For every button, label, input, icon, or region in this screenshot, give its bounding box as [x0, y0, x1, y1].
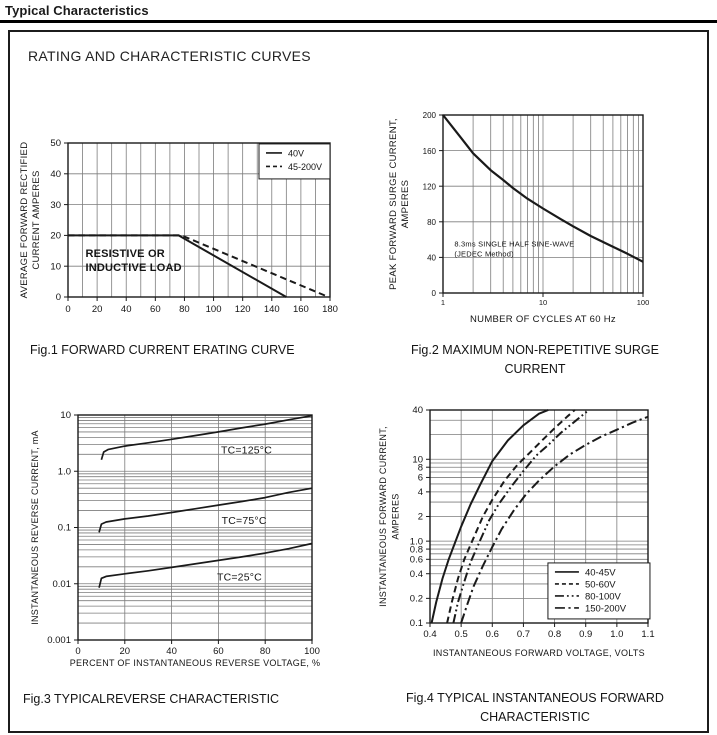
svg-text:1.0: 1.0 [409, 536, 423, 548]
svg-text:1.0: 1.0 [610, 629, 624, 640]
svg-text:20: 20 [50, 230, 61, 242]
svg-text:10: 10 [412, 454, 423, 466]
fig3-caption: Fig.3 TYPICALREVERSE CHARACTERISTIC [23, 692, 280, 706]
svg-text:0.4: 0.4 [409, 568, 423, 580]
svg-text:60: 60 [150, 304, 161, 315]
svg-text:0.5: 0.5 [454, 629, 468, 640]
svg-text:AMPERES: AMPERES [400, 179, 411, 229]
fig1-caption: Fig.1 FORWARD CURRENT ERATING CURVE [30, 343, 295, 357]
x-axis [65, 297, 338, 315]
svg-text:40: 40 [412, 405, 423, 417]
legend [548, 563, 650, 619]
svg-text:0.7: 0.7 [516, 629, 531, 640]
svg-text:150-200V: 150-200V [584, 603, 627, 615]
svg-text:4: 4 [417, 487, 423, 499]
svg-text:INSTANTANEOUS FORWARD CURRENT,: INSTANTANEOUS FORWARD CURRENT, [378, 426, 388, 607]
svg-text:0.8: 0.8 [547, 629, 562, 640]
svg-text:50: 50 [50, 138, 61, 150]
svg-text:80-100V: 80-100V [584, 591, 621, 603]
annotation: 8.3ms SINGLE HALF SINE-WAVE [454, 239, 575, 249]
svg-text:0.001: 0.001 [47, 635, 71, 647]
svg-text:PEAK FORWARD SURGE CURRENT,: PEAK FORWARD SURGE CURRENT, [388, 118, 399, 290]
x-axis [423, 623, 654, 640]
svg-text:100: 100 [636, 298, 650, 307]
y-axis [47, 410, 78, 646]
svg-text:120: 120 [234, 304, 251, 315]
svg-text:1.0: 1.0 [57, 466, 71, 478]
y-axis [410, 405, 430, 629]
fig3-reverse-characteristic-chart [16, 398, 366, 683]
fig4-caption: Fig.4 TYPICAL INSTANTANEOUS FORWARD CHARACTERISTIC [406, 691, 664, 724]
svg-text:0.1: 0.1 [409, 618, 423, 630]
svg-text:0: 0 [65, 304, 71, 315]
y-axis-label [388, 118, 411, 290]
svg-text:40: 40 [120, 304, 132, 315]
svg-text:1.1: 1.1 [641, 629, 655, 640]
x-axis [75, 640, 320, 657]
annotation: (JEDEC Method) [454, 249, 514, 259]
fig4-forward-characteristic-chart [372, 393, 684, 685]
svg-text:CURRENT AMPERES: CURRENT AMPERES [31, 170, 42, 270]
svg-text:50-60V: 50-60V [584, 579, 616, 591]
section-title: RATING AND CHARACTERISTIC CURVES [28, 48, 311, 64]
x-axis [441, 293, 649, 307]
svg-text:40-45V: 40-45V [584, 567, 616, 579]
svg-text:0.6: 0.6 [485, 629, 499, 640]
header-rule [0, 20, 717, 23]
svg-text:40V: 40V [287, 148, 305, 159]
svg-text:AMPERES: AMPERES [390, 493, 401, 540]
svg-text:2: 2 [417, 511, 423, 523]
svg-text:0: 0 [431, 289, 436, 299]
svg-text:80: 80 [179, 304, 190, 315]
svg-text:45-200V: 45-200V [287, 161, 323, 172]
svg-text:160: 160 [292, 304, 309, 315]
svg-text:100: 100 [304, 646, 320, 657]
svg-text:120: 120 [422, 182, 436, 192]
svg-text:180: 180 [322, 304, 338, 315]
annotation: TC=25°C [216, 571, 262, 584]
legend [259, 144, 330, 179]
annotation: TC=75°C [221, 515, 267, 528]
svg-text:0.9: 0.9 [579, 629, 593, 640]
svg-text:60: 60 [213, 646, 224, 657]
svg-text:20: 20 [119, 646, 131, 657]
svg-text:40: 40 [166, 646, 177, 657]
svg-text:0.01: 0.01 [52, 578, 71, 590]
fig1-forward-current-derating-chart [14, 112, 364, 327]
svg-text:0.1: 0.1 [57, 522, 71, 534]
svg-text:10: 10 [60, 410, 71, 422]
fig2-surge-current-chart [378, 98, 683, 343]
x-axis-label: PERCENT OF INSTANTANEOUS REVERSE VOLTAGE, % [69, 658, 321, 668]
svg-text:0.2: 0.2 [409, 593, 423, 605]
svg-text:0: 0 [55, 292, 61, 304]
y-axis-label [19, 142, 42, 299]
annotation: TC=125°C [220, 444, 272, 457]
svg-text:100: 100 [205, 304, 222, 315]
svg-text:80: 80 [427, 218, 436, 227]
svg-text:10: 10 [538, 298, 548, 307]
annotation: INDUCTIVE LOAD [85, 261, 182, 274]
svg-text:160: 160 [422, 146, 436, 156]
y-axis [423, 111, 443, 298]
svg-text:200: 200 [422, 111, 436, 121]
svg-text:INSTANTANEOUS REVERSE CURRENT,: INSTANTANEOUS REVERSE CURRENT, mA [30, 430, 40, 625]
page-title: Typical Characteristics [5, 3, 149, 18]
svg-text:20: 20 [91, 304, 103, 315]
y-axis-label [30, 430, 40, 625]
svg-text:140: 140 [263, 304, 280, 315]
svg-text:40: 40 [427, 253, 436, 263]
svg-text:0.6: 0.6 [409, 554, 423, 566]
gridlines [443, 115, 643, 293]
annotation: RESISTIVE OR [85, 247, 165, 260]
svg-text:0: 0 [75, 646, 81, 657]
svg-text:80: 80 [259, 646, 271, 657]
y-axis-label [378, 426, 401, 607]
svg-text:30: 30 [50, 199, 61, 211]
x-axis-label: INSTANTANEOUS FORWARD VOLTAGE, VOLTS [433, 648, 645, 658]
x-axis-label: NUMBER OF CYCLES AT 60 Hz [470, 314, 616, 325]
svg-text:6: 6 [417, 472, 423, 484]
svg-text:8: 8 [417, 462, 423, 474]
fig2-caption: Fig.2 MAXIMUM NON-REPETITIVE SURGE CURRENT [411, 343, 659, 376]
y-axis [50, 138, 68, 303]
svg-text:AVERAGE FORWARD RECTIFIED: AVERAGE FORWARD RECTIFIED [19, 141, 30, 299]
svg-text:40: 40 [50, 169, 61, 180]
svg-text:0.4: 0.4 [423, 629, 437, 640]
svg-text:10: 10 [50, 261, 61, 273]
svg-text:1: 1 [440, 298, 446, 307]
svg-text:0.8: 0.8 [409, 544, 423, 556]
